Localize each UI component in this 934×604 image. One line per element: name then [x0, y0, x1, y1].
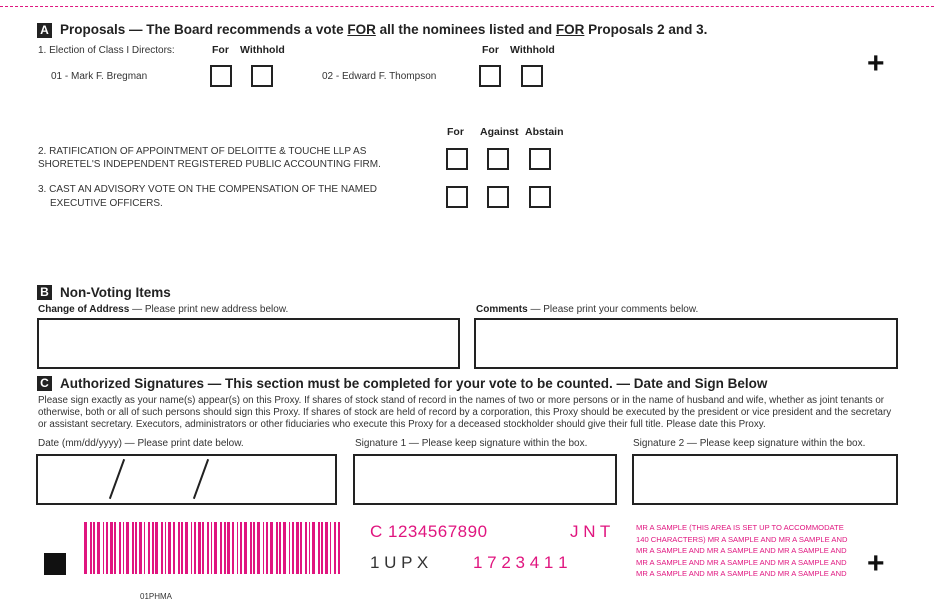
col-withhold: Withhold	[510, 44, 555, 56]
barcode-bar	[289, 522, 290, 574]
col-for: For	[212, 44, 229, 56]
heading-text: all the nominees listed and	[375, 22, 556, 37]
barcode-bar	[270, 522, 273, 574]
proposal-2-for-checkbox[interactable]	[446, 148, 468, 170]
barcode-bar	[325, 522, 328, 574]
barcode-bar	[321, 522, 323, 574]
sample-line: MR A SAMPLE (THIS AREA IS SET UP TO ACCOMMODATE	[636, 523, 844, 532]
col-against: Against	[480, 126, 519, 138]
barcode-bar	[191, 522, 192, 574]
barcode-bar	[161, 522, 163, 574]
barcode-bar	[300, 522, 302, 574]
heading-for: FOR	[347, 22, 376, 37]
barcode-bar	[93, 522, 95, 574]
barcode-bar	[165, 522, 166, 574]
label-bold: Comments	[476, 304, 528, 315]
barcode-bar	[232, 522, 234, 574]
barcode-bar	[227, 522, 230, 574]
signature-instructions: Please sign exactly as your name(s) appear(s) on this Proxy. If shares of stock stand of record in the names of two or more persons or in the name of husband and wife, whether as joint tenants or otherwise, both or all of such persons should sign this Proxy. If shares of stock are held of record by a corporation, this Proxy should be executed by the president or vice president and the secretary or assistant secretary. Executors, administrators or other fiduciaries who execute this Proxy for a deceased stockholder should give their full title. Please date this Proxy.	[38, 395, 892, 430]
barcode-bar	[214, 522, 217, 574]
barcode-bar	[90, 522, 92, 574]
barcode-bar	[168, 522, 171, 574]
sample-line: MR A SAMPLE AND MR A SAMPLE AND MR A SAMPLE AND	[636, 557, 847, 567]
barcode-bar	[224, 522, 226, 574]
col-for: For	[447, 126, 464, 138]
upx-code: 1 U P X	[370, 553, 429, 572]
signature-1-field[interactable]	[353, 454, 617, 505]
heading-for: FOR	[555, 22, 585, 37]
comments-label	[476, 304, 698, 315]
barcode-bar	[132, 522, 134, 574]
nominee-2-for-checkbox[interactable]	[479, 65, 501, 87]
barcode-bar	[338, 522, 340, 574]
barcode-bar	[244, 522, 247, 574]
date-separator	[109, 459, 125, 499]
proposal-2-abstain-checkbox[interactable]	[529, 148, 551, 170]
nominee-2: 02 - Edward F. Thompson	[322, 71, 437, 82]
section-b-heading: Non-Voting Items	[60, 285, 171, 300]
barcode-bar	[84, 522, 87, 574]
barcode-bar	[263, 522, 264, 574]
proposal-3-abstain-checkbox[interactable]	[529, 186, 551, 208]
label-bold: Change of Address	[38, 304, 130, 315]
barcode-bar	[283, 522, 286, 574]
signature-2-field[interactable]	[632, 454, 898, 505]
date-label: Date (mm/dd/yyyy) — Please print date below.	[38, 438, 244, 449]
form-code: 01PHMA	[140, 592, 173, 601]
heading-text: Proposals — The Board recommends a vote	[60, 22, 348, 37]
registration-mark: +	[867, 547, 885, 580]
barcode-bar	[148, 522, 150, 574]
barcode-bar	[178, 522, 180, 574]
section-c-badge: C	[37, 376, 52, 391]
col-withhold: Withhold	[240, 44, 285, 56]
barcode-bar	[106, 522, 108, 574]
change-of-address-label	[38, 304, 288, 315]
barcode-bar	[305, 522, 307, 574]
barcode-bar	[292, 522, 294, 574]
barcode-bar	[266, 522, 268, 574]
barcode-bar	[250, 522, 252, 574]
proposal-3-for-checkbox[interactable]	[446, 186, 468, 208]
label-rest: — Please print new address below.	[129, 304, 289, 315]
barcode-bar	[144, 522, 145, 574]
col-for: For	[482, 44, 499, 56]
section-a-heading	[60, 22, 707, 37]
date-field[interactable]	[36, 454, 337, 505]
nominee-1: 01 - Mark F. Bregman	[51, 71, 148, 82]
barcode-bar	[211, 522, 212, 574]
registration-mark: +	[867, 47, 885, 80]
proposal-2-line1: 2. RATIFICATION OF APPOINTMENT OF DELOITTE & TOUCHE LLP AS	[38, 146, 367, 157]
barcode-bar	[334, 522, 336, 574]
change-of-address-field[interactable]	[37, 318, 460, 369]
nominee-1-for-checkbox[interactable]	[210, 65, 232, 87]
cut-line	[0, 6, 934, 7]
barcode-bar	[152, 522, 154, 574]
sample-line: 140 CHARACTERS) MR A SAMPLE AND MR A SAMPLE AND	[636, 534, 848, 544]
barcode-bar	[103, 522, 104, 574]
barcode-bar	[257, 522, 260, 574]
barcode-bar	[114, 522, 116, 574]
comments-field[interactable]	[474, 318, 898, 369]
nominee-1-withhold-checkbox[interactable]	[251, 65, 273, 87]
section-a-badge: A	[37, 23, 52, 38]
barcode-bar	[110, 522, 113, 574]
proposal-2-line2: SHORETEL'S INDEPENDENT REGISTERED PUBLIC ACCOUNTING FIRM.	[38, 159, 381, 170]
label-rest: — Please print your comments below.	[527, 304, 699, 315]
barcode-bar	[123, 522, 124, 574]
barcode-bar	[309, 522, 310, 574]
sample-address	[636, 522, 856, 580]
barcode-bar	[312, 522, 315, 574]
sample-line: MR A SAMPLE AND MR A SAMPLE AND MR A SAMPLE AND	[636, 569, 847, 578]
section-b-badge: B	[37, 285, 52, 300]
section-c-heading: Authorized Signatures — This section must be completed for your vote to be counted. — Date and Sign Below	[60, 376, 768, 391]
barcode-bar	[220, 522, 222, 574]
barcode-bar	[135, 522, 137, 574]
signature-2-label: Signature 2 — Please keep signature within the box.	[633, 438, 866, 449]
barcode-bar	[198, 522, 201, 574]
proposal-2-against-checkbox[interactable]	[487, 148, 509, 170]
election-label: 1. Election of Class I Directors:	[38, 45, 175, 56]
sample-line: MR A SAMPLE AND MR A SAMPLE AND MR A SAMPLE AND	[636, 546, 847, 555]
barcode-bar	[279, 522, 281, 574]
barcode-bar	[253, 522, 255, 574]
barcode-bar	[237, 522, 238, 574]
barcode-bar	[202, 522, 204, 574]
account-number: 1 7 2 3 4 1 1	[473, 553, 568, 572]
barcode-bar	[185, 522, 188, 574]
control-number: C 1234567890	[370, 522, 488, 541]
barcode	[84, 522, 342, 574]
barcode-bar	[194, 522, 196, 574]
signature-1-label: Signature 1 — Please keep signature within the box.	[355, 438, 588, 449]
barcode-bar	[296, 522, 299, 574]
barcode-bar	[207, 522, 209, 574]
barcode-bar	[119, 522, 121, 574]
barcode-bar	[181, 522, 183, 574]
barcode-bar	[155, 522, 158, 574]
proposal-3-line2: EXECUTIVE OFFICERS.	[50, 198, 163, 209]
barcode-bar	[240, 522, 242, 574]
barcode-bar	[318, 522, 320, 574]
jnt-code: J N T	[570, 522, 611, 541]
date-separator	[193, 459, 209, 499]
barcode-bar	[173, 522, 175, 574]
proposal-3-against-checkbox[interactable]	[487, 186, 509, 208]
heading-text: Proposals 2 and 3.	[584, 22, 708, 37]
nominee-2-withhold-checkbox[interactable]	[521, 65, 543, 87]
barcode-bar	[97, 522, 100, 574]
barcode-bar	[276, 522, 278, 574]
col-abstain: Abstain	[525, 126, 564, 138]
barcode-bar	[139, 522, 142, 574]
proposal-3-line1: 3. CAST AN ADVISORY VOTE ON THE COMPENSATION OF THE NAMED	[38, 184, 377, 195]
barcode-bar	[126, 522, 129, 574]
corner-mark	[44, 553, 66, 575]
barcode-bar	[330, 522, 331, 574]
